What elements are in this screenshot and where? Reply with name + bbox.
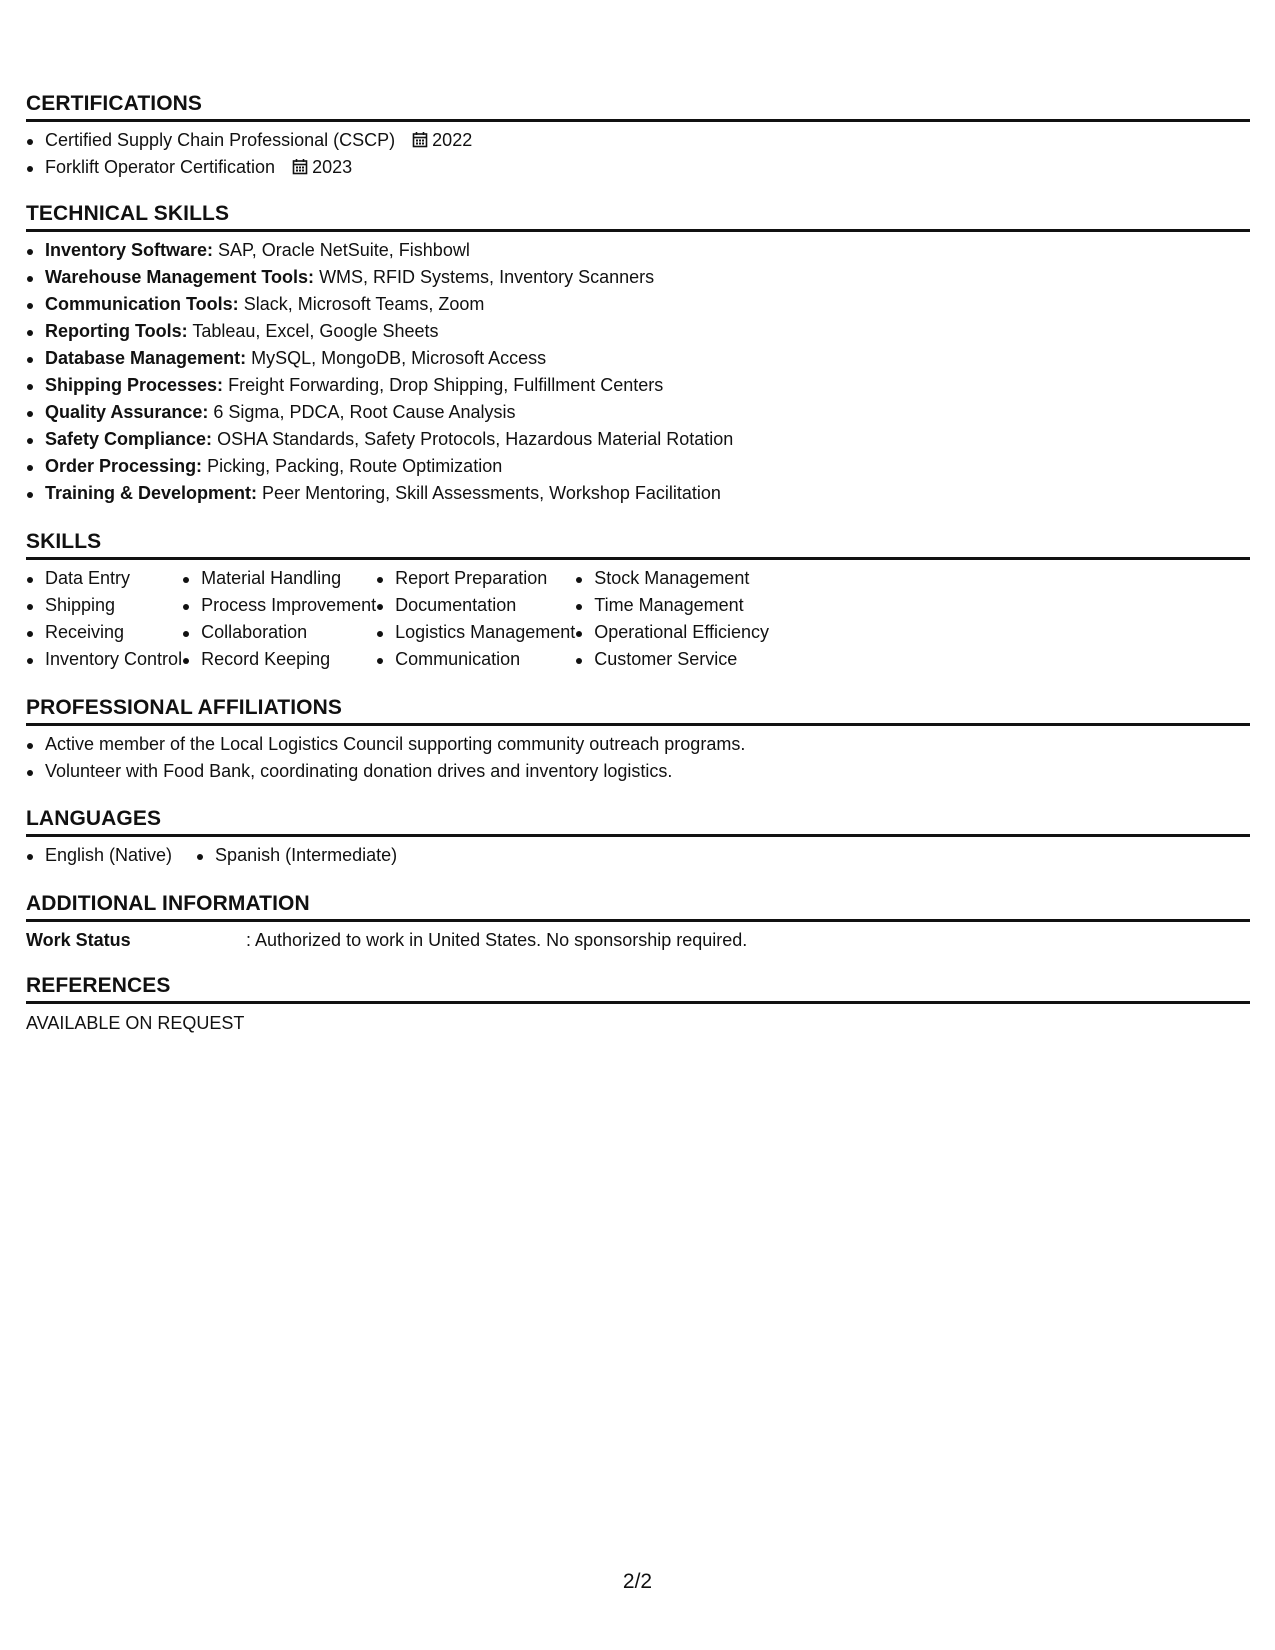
skill-category: Quality Assurance: bbox=[45, 402, 209, 422]
skill-category: Communication Tools: bbox=[45, 294, 239, 314]
bullet bbox=[27, 303, 33, 309]
skills-section bbox=[26, 529, 1250, 673]
skill-name: Collaboration bbox=[201, 622, 308, 642]
list-item bbox=[575, 646, 769, 673]
list-item bbox=[376, 646, 575, 673]
skills-column bbox=[182, 565, 376, 673]
bullet bbox=[197, 854, 203, 860]
bullet bbox=[27, 770, 33, 776]
bullet bbox=[183, 631, 189, 637]
bullet bbox=[576, 604, 582, 610]
section-divider bbox=[26, 557, 1250, 560]
list-item bbox=[182, 619, 376, 646]
skill-category: Inventory Software: bbox=[45, 240, 214, 260]
bullet bbox=[27, 384, 33, 390]
bullet bbox=[27, 743, 33, 749]
list-item bbox=[182, 646, 376, 673]
skill-values: MySQL, MongoDB, Microsoft Access bbox=[251, 348, 547, 368]
bullet bbox=[576, 577, 582, 583]
skill-name: Report Preparation bbox=[395, 568, 548, 588]
bullet bbox=[183, 577, 189, 583]
bullet bbox=[27, 577, 33, 583]
list-item bbox=[182, 565, 376, 592]
skill-values: Slack, Microsoft Teams, Zoom bbox=[243, 294, 485, 314]
bullet bbox=[27, 438, 33, 444]
list-item bbox=[575, 592, 769, 619]
list-item bbox=[575, 619, 769, 646]
bullet bbox=[27, 139, 33, 145]
bullet bbox=[27, 631, 33, 637]
certification-year: 2022 bbox=[432, 130, 473, 150]
certification-name: Certified Supply Chain Professional (CSCP) bbox=[45, 130, 396, 150]
skill-name: Stock Management bbox=[594, 568, 750, 588]
skill-values: Peer Mentoring, Skill Assessments, Workshop Facilitation bbox=[262, 483, 721, 503]
skill-values: SAP, Oracle NetSuite, Fishbowl bbox=[218, 240, 470, 260]
list-item bbox=[26, 318, 1250, 345]
section-heading: TECHNICAL SKILLS bbox=[26, 202, 230, 225]
skill-values: Freight Forwarding, Drop Shipping, Fulfillment Centers bbox=[228, 375, 664, 395]
list-item bbox=[26, 399, 1250, 426]
list-item bbox=[26, 426, 1250, 453]
section-divider bbox=[26, 119, 1250, 122]
technical-skills-section bbox=[26, 201, 1250, 507]
list-item bbox=[26, 237, 1250, 264]
section-divider bbox=[26, 1001, 1250, 1004]
bullet bbox=[377, 658, 383, 664]
skill-name: Shipping bbox=[45, 595, 116, 615]
work-status-label: Work Status bbox=[26, 930, 131, 950]
references-text: AVAILABLE ON REQUEST bbox=[26, 1013, 245, 1033]
bullet bbox=[377, 577, 383, 583]
technical-skills-list bbox=[26, 237, 1250, 507]
certifications-list bbox=[26, 127, 1250, 181]
list-item bbox=[376, 565, 575, 592]
bullet bbox=[183, 658, 189, 664]
bullet bbox=[183, 604, 189, 610]
bullet bbox=[27, 166, 33, 172]
skills-column bbox=[575, 565, 769, 673]
list-item bbox=[26, 592, 182, 619]
skill-name: Material Handling bbox=[201, 568, 342, 588]
languages-list bbox=[26, 842, 1250, 869]
section-divider bbox=[26, 723, 1250, 726]
certifications-section bbox=[26, 91, 1250, 181]
skill-name: Documentation bbox=[395, 595, 517, 615]
skill-category: Order Processing: bbox=[45, 456, 203, 476]
skill-name: Inventory Control bbox=[45, 649, 183, 669]
affiliations-list bbox=[26, 731, 1250, 785]
bullet bbox=[27, 330, 33, 336]
list-item bbox=[26, 264, 1250, 291]
skill-category: Warehouse Management Tools: bbox=[45, 267, 315, 287]
bullet bbox=[27, 604, 33, 610]
skill-name: Logistics Management bbox=[395, 622, 576, 642]
calendar-icon bbox=[412, 129, 428, 156]
skill-name: Time Management bbox=[594, 595, 744, 615]
skill-values: WMS, RFID Systems, Inventory Scanners bbox=[319, 267, 655, 287]
bullet bbox=[27, 249, 33, 255]
list-item bbox=[26, 842, 172, 869]
certification-year: 2023 bbox=[312, 157, 353, 177]
list-item bbox=[26, 619, 182, 646]
section-heading: SKILLS bbox=[26, 530, 102, 553]
list-item bbox=[376, 592, 575, 619]
skills-column bbox=[376, 565, 575, 673]
page-number: 2/2 bbox=[622, 1570, 653, 1593]
skill-category: Database Management: bbox=[45, 348, 247, 368]
bullet bbox=[576, 658, 582, 664]
skill-values: Tableau, Excel, Google Sheets bbox=[192, 321, 439, 341]
skills-columns bbox=[26, 565, 1250, 673]
section-heading: PROFESSIONAL AFFILIATIONS bbox=[26, 696, 342, 719]
affiliation-text: Volunteer with Food Bank, coordinating donation drives and inventory logistics. bbox=[45, 761, 673, 781]
section-heading: LANGUAGES bbox=[26, 807, 162, 830]
language-name: Spanish (Intermediate) bbox=[215, 845, 398, 865]
work-status-value: : Authorized to work in United States. No sponsorship required. bbox=[246, 930, 748, 950]
bullet bbox=[27, 276, 33, 282]
calendar-icon bbox=[292, 156, 308, 183]
list-item bbox=[26, 127, 1250, 154]
skills-column bbox=[26, 565, 182, 673]
bullet bbox=[27, 658, 33, 664]
list-item bbox=[182, 592, 376, 619]
bullet bbox=[377, 604, 383, 610]
section-divider bbox=[26, 229, 1250, 232]
languages-section bbox=[26, 806, 1250, 869]
bullet bbox=[27, 465, 33, 471]
list-item bbox=[26, 758, 1250, 785]
section-divider bbox=[26, 919, 1250, 922]
list-item bbox=[26, 480, 1250, 507]
skill-values: Picking, Packing, Route Optimization bbox=[207, 456, 503, 476]
skill-name: Customer Service bbox=[594, 649, 738, 669]
list-item bbox=[26, 646, 182, 673]
skill-name: Receiving bbox=[45, 622, 125, 642]
list-item bbox=[26, 453, 1250, 480]
list-item bbox=[26, 565, 182, 592]
resume-page bbox=[26, 0, 1250, 1650]
skill-values: OSHA Standards, Safety Protocols, Hazardous Material Rotation bbox=[217, 429, 734, 449]
skill-name: Communication bbox=[395, 649, 521, 669]
additional-info-section bbox=[26, 891, 1250, 954]
affiliation-text: Active member of the Local Logistics Council supporting community outreach programs. bbox=[45, 734, 746, 754]
section-heading: REFERENCES bbox=[26, 974, 171, 997]
list-item bbox=[26, 372, 1250, 399]
list-item bbox=[196, 842, 397, 869]
bullet bbox=[377, 631, 383, 637]
bullet bbox=[27, 357, 33, 363]
skill-values: 6 Sigma, PDCA, Root Cause Analysis bbox=[213, 402, 516, 422]
list-item bbox=[26, 291, 1250, 318]
section-heading: CERTIFICATIONS bbox=[26, 92, 203, 115]
references-section bbox=[26, 973, 1250, 1037]
language-name: English (Native) bbox=[45, 845, 173, 865]
bullet bbox=[576, 631, 582, 637]
skill-category: Safety Compliance: bbox=[45, 429, 213, 449]
skill-category: Shipping Processes: bbox=[45, 375, 224, 395]
section-heading: ADDITIONAL INFORMATION bbox=[26, 892, 310, 915]
skill-category: Training & Development: bbox=[45, 483, 258, 503]
skill-name: Data Entry bbox=[45, 568, 131, 588]
list-item bbox=[26, 731, 1250, 758]
bullet bbox=[27, 854, 33, 860]
affiliations-section bbox=[26, 695, 1250, 785]
skill-name: Record Keeping bbox=[201, 649, 331, 669]
work-status-row bbox=[26, 927, 1250, 954]
bullet bbox=[27, 492, 33, 498]
list-item bbox=[26, 345, 1250, 372]
list-item bbox=[26, 154, 1250, 181]
skill-category: Reporting Tools: bbox=[45, 321, 188, 341]
skill-name: Process Improvement bbox=[201, 595, 377, 615]
bullet bbox=[27, 411, 33, 417]
skill-name: Operational Efficiency bbox=[594, 622, 770, 642]
list-item bbox=[376, 619, 575, 646]
list-item bbox=[575, 565, 769, 592]
section-divider bbox=[26, 834, 1250, 837]
certification-name: Forklift Operator Certification bbox=[45, 157, 276, 177]
